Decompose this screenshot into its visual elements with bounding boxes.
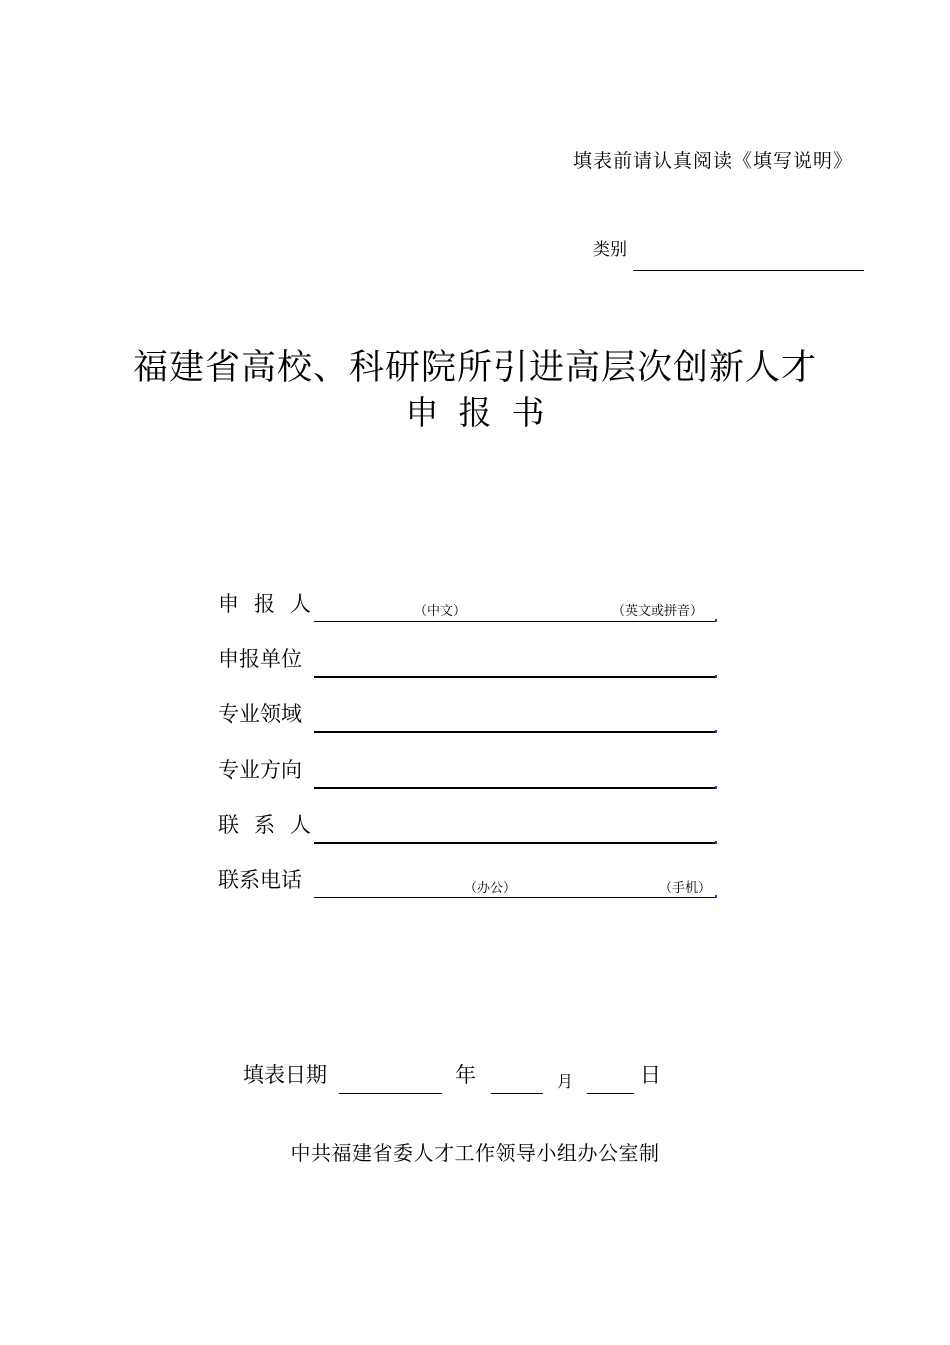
unit-input-line[interactable] [314, 676, 716, 678]
phone-input-line[interactable] [314, 897, 716, 898]
form-title: 福建省高校、科研院所引进高层次创新人才 [132, 348, 817, 388]
year-unit: 年 [455, 1063, 476, 1087]
year-input-line[interactable] [339, 1093, 442, 1094]
month-unit: 月 [557, 1072, 574, 1091]
phone-office-hint: （办公） [464, 881, 517, 896]
category-label: 类别 [593, 240, 627, 260]
phone-label: 联系电话 [218, 868, 302, 892]
direction-label: 专业方向 [218, 758, 302, 782]
day-unit: 日 [640, 1063, 661, 1087]
date-label: 填表日期 [243, 1063, 327, 1087]
day-input-line[interactable] [587, 1093, 634, 1094]
field-input-line[interactable] [314, 731, 716, 733]
applicant-input-line[interactable] [314, 621, 716, 622]
category-input-line[interactable] [633, 270, 864, 271]
applicant-chinese-hint: （中文） [414, 604, 467, 619]
unit-label: 申报单位 [218, 647, 302, 671]
phone-mobile-hint: （手机） [659, 881, 712, 896]
issuing-office: 中共福建省委人才工作领导小组办公室制 [290, 1141, 660, 1165]
direction-input-line[interactable] [314, 787, 716, 789]
form-subtitle: 申报书 [405, 393, 565, 432]
fill-instruction-notice: 填表前请认真阅读《填写说明》 [572, 150, 853, 172]
applicant-english-hint: （英文或拼音） [612, 604, 704, 619]
contact-label: 联系人 [218, 813, 326, 837]
month-input-line[interactable] [491, 1093, 543, 1094]
applicant-label: 申报人 [218, 592, 326, 616]
field-label: 专业领域 [218, 702, 302, 726]
contact-input-line[interactable] [314, 842, 716, 844]
